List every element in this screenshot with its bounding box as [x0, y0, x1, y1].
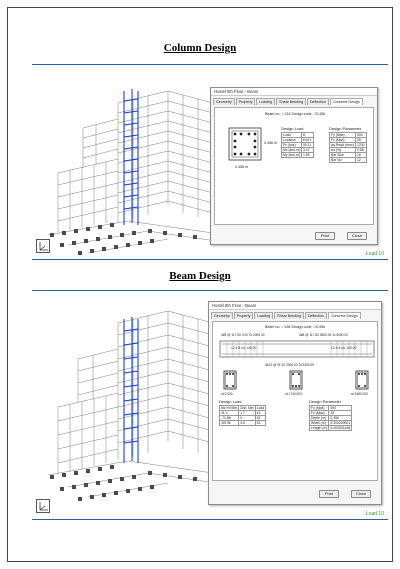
- table-cell: 5.400001448: [330, 426, 351, 430]
- table-header-cell: Dist. Met: [240, 406, 254, 410]
- beam-design-dialog: [208, 301, 382, 505]
- table-cell: 16: [355, 153, 366, 158]
- table-cell: Load: [282, 133, 302, 138]
- beam-design-heading: Beam Design: [169, 270, 231, 282]
- table-cell: 59.11: [301, 143, 313, 148]
- design-parameter-box: [329, 126, 367, 163]
- load-status-text: Load 10: [365, 251, 384, 257]
- tab-geometry[interactable]: Geometry: [211, 312, 233, 319]
- print-button[interactable]: Print: [319, 490, 339, 498]
- close-button[interactable]: Close: [347, 232, 367, 240]
- table-cell: Fy (Mpa): [310, 406, 329, 411]
- table-cell: Length (m): [311, 426, 328, 430]
- beam-design-screenshot: [32, 290, 388, 520]
- tab-concrete-design[interactable]: Concrete Design: [328, 312, 361, 319]
- structure-model-3d[interactable]: [38, 299, 224, 513]
- tab-concrete-design[interactable]: Concrete Design: [330, 98, 363, 105]
- table-cell: -71.88: [220, 416, 239, 421]
- design-load-box: [219, 399, 266, 426]
- document-page: [7, 7, 393, 562]
- table-cell: Depth (m): [310, 416, 329, 421]
- table-cell: 1.95: [301, 153, 313, 158]
- section-height-label: 0.456 m: [264, 141, 277, 145]
- print-button[interactable]: Print: [315, 232, 335, 240]
- dialog-tabs: [209, 312, 381, 319]
- beam-section-2: [289, 370, 303, 390]
- tab-property[interactable]: Property: [234, 312, 254, 319]
- table-cell: Fy (Mpa): [330, 133, 356, 138]
- tab-geometry[interactable]: Geometry: [213, 98, 235, 105]
- section-location-label: at 3480.000: [351, 392, 368, 396]
- table-row: [310, 421, 352, 426]
- table-cell: 43: [255, 411, 266, 416]
- table-cell: Fc (Mpa): [330, 138, 356, 143]
- column-section-drawing: [227, 126, 263, 162]
- dialog-tabs: [211, 98, 377, 105]
- dialog-title: Hostel 8th Floor - Beam: [211, 88, 377, 96]
- design-parameter-box: [309, 399, 352, 431]
- table-cell: 1200: [356, 143, 365, 147]
- tab-shear-bending[interactable]: Shear Bending: [274, 312, 304, 319]
- tab-deflection[interactable]: Deflection: [307, 98, 329, 105]
- table-cell: -65.96: [220, 421, 239, 426]
- beam-info-line: Beam no. = 216 Design code : IS-456: [265, 112, 326, 116]
- table-header-cell: Mz Kn Met: [221, 406, 238, 410]
- table-row: [220, 411, 266, 416]
- table-row: [330, 143, 367, 148]
- design-load-box: [281, 126, 314, 158]
- stirrup-right-label: 3#8 @ 117.60 3500.00 To 5400.00: [299, 333, 348, 337]
- table-row: [220, 421, 266, 426]
- design-load-title: Design Load: [219, 399, 242, 404]
- table-cell: As Reqd (mm²): [331, 143, 354, 147]
- concrete-design-panel: [214, 107, 374, 225]
- dialog-title: Hostel 8th Floor - Beam: [209, 302, 381, 310]
- table-cell: 500: [329, 406, 352, 411]
- table-cell: 0.300000001: [330, 421, 351, 425]
- design-parameter-table: [329, 132, 367, 163]
- table-cell: Pu (kns): [282, 143, 302, 148]
- beam-section-3: [355, 370, 369, 390]
- table-cell: Width (m): [310, 421, 329, 426]
- axis-triad-icon: [36, 499, 50, 513]
- design-parameter-title: Design Parameter: [309, 399, 342, 404]
- table-cell: Bar Size: [330, 153, 356, 158]
- table-cell: 25: [329, 411, 352, 416]
- table-cell: 3.47: [301, 148, 313, 153]
- load-status-text: Load 10: [365, 511, 384, 517]
- column-design-dialog: [210, 87, 378, 245]
- table-row: [310, 426, 352, 431]
- beam-section-1: [223, 370, 237, 390]
- table-cell: Location: [282, 138, 302, 143]
- table-header-cell: Load: [256, 406, 265, 410]
- concrete-design-panel: [212, 321, 378, 481]
- column-design-screenshot: [32, 64, 388, 260]
- tab-property[interactable]: Property: [236, 98, 256, 105]
- tab-shear-bending[interactable]: Shear Bending: [276, 98, 306, 105]
- table-row: [282, 153, 314, 158]
- close-button[interactable]: Close: [351, 490, 371, 498]
- design-parameter-title: Design Parameter: [329, 126, 362, 131]
- table-cell: 43: [255, 416, 266, 421]
- table-header-row: [220, 406, 266, 411]
- tab-loading[interactable]: Loading: [254, 312, 273, 319]
- table-cell: 25: [355, 138, 366, 143]
- structure-model-3d[interactable]: [38, 73, 224, 259]
- table-cell: My (kns-m): [283, 153, 300, 157]
- design-load-table: [281, 132, 314, 158]
- table-cell: Mz (kns-m): [283, 148, 300, 152]
- table-cell: 12: [355, 158, 366, 163]
- column-design-heading: Column Design: [163, 42, 237, 54]
- table-cell: 0.88: [355, 148, 366, 153]
- design-load-table: [219, 405, 266, 426]
- tab-loading[interactable]: Loading: [256, 98, 275, 105]
- beam-info-line: Beam no. = 536 Design code : IS-456: [265, 325, 326, 329]
- stirrup-left-label: 3#8 @ 117.60 0.00 To 2000.00: [221, 333, 265, 337]
- table-row: [330, 158, 367, 163]
- table-cell: 0: [239, 416, 255, 421]
- table-cell: 43: [255, 421, 266, 426]
- axis-triad-icon: [36, 239, 50, 253]
- top-bar-right-label: 12 # 8 c/c 140.00: [331, 346, 357, 350]
- table-cell: 0.456: [329, 416, 352, 421]
- table-cell: 41.4: [220, 411, 239, 416]
- top-bar-left-label: 12 # 8 c/c 140.00: [231, 346, 257, 350]
- design-parameter-table: [309, 405, 352, 431]
- table-cell: Bar No: [330, 158, 356, 163]
- table-row: [282, 148, 314, 153]
- table-cell: 3.5: [239, 421, 255, 426]
- section-location-label: at 1740.000: [285, 392, 302, 396]
- section-width-label: 0.456 m: [235, 165, 248, 169]
- design-load-title: Design Load: [281, 126, 304, 131]
- section-location-label: at 0.000: [221, 392, 233, 396]
- table-cell: 500: [355, 133, 366, 138]
- table-cell: Fc (Mpa): [310, 411, 329, 416]
- table-cell: 8: [301, 133, 313, 138]
- table-cell: As (%): [330, 148, 356, 153]
- table-cell: 1.7: [239, 411, 255, 416]
- table-cell: End 1: [302, 138, 312, 142]
- tab-deflection[interactable]: Deflection: [305, 312, 327, 319]
- stirrup-mid-label: 3#12 @ 91.20 2000.00 To 3400.00: [265, 363, 315, 367]
